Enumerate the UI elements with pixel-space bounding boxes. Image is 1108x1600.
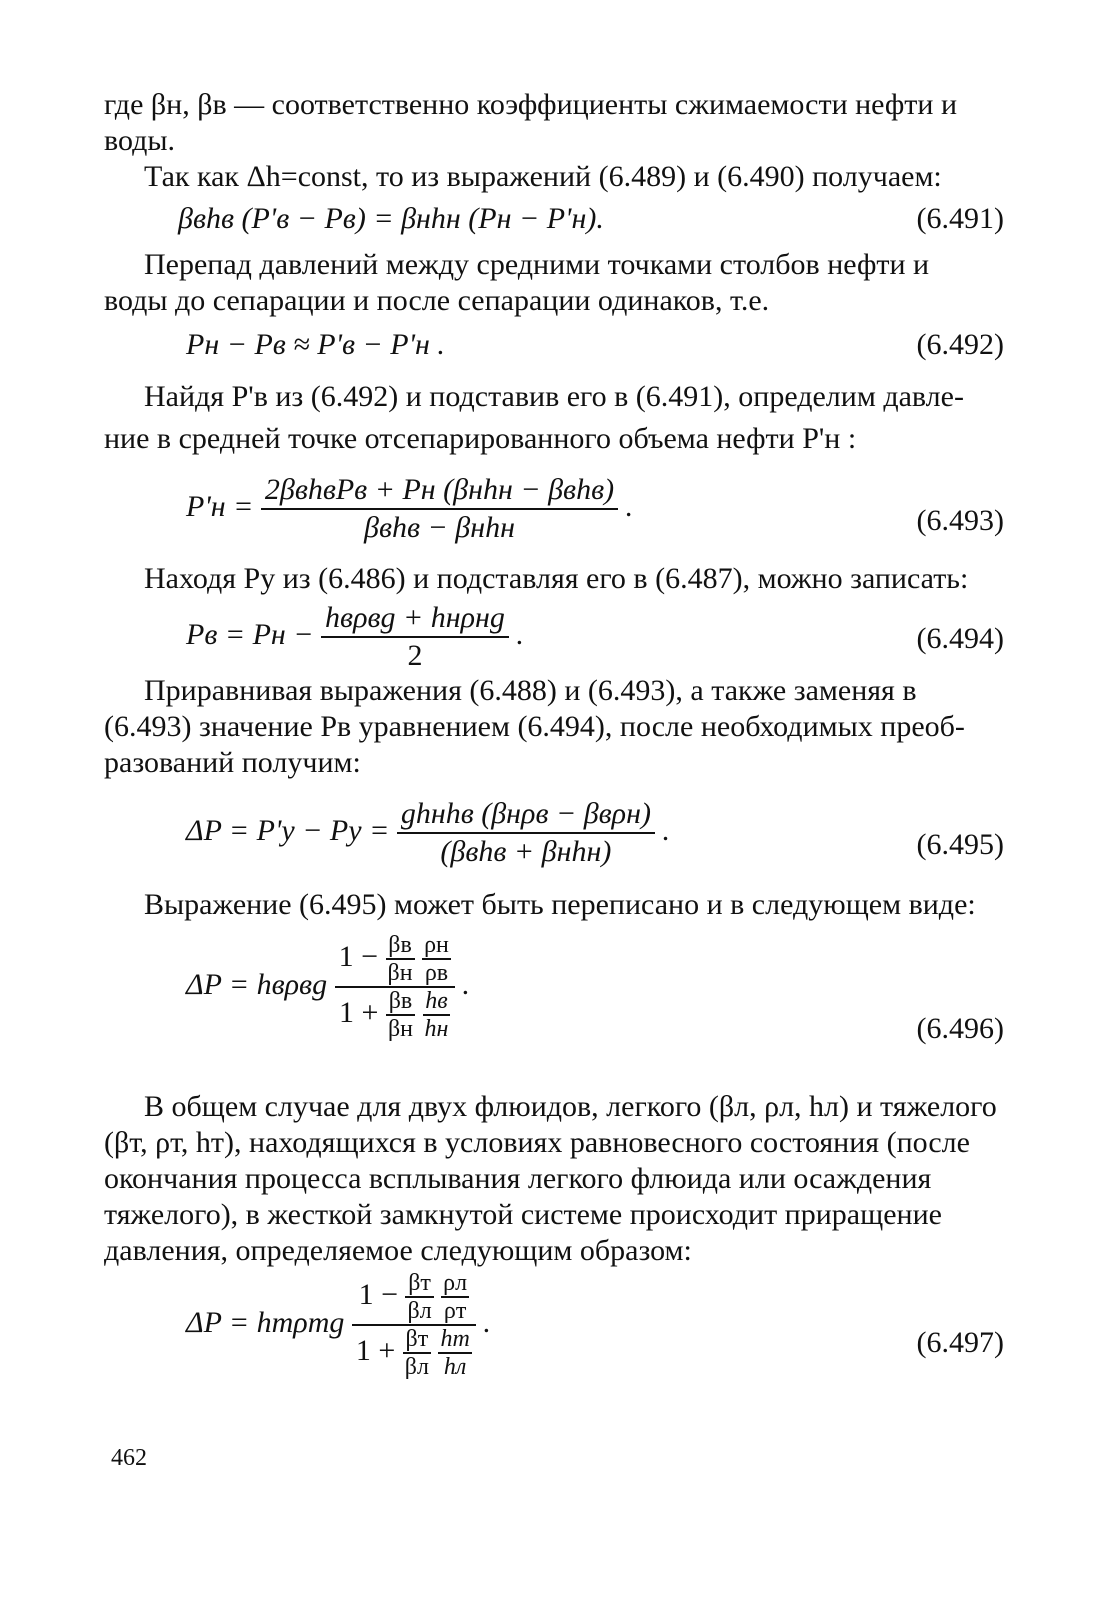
equation-number-6-496: (6.496) (916, 1012, 1004, 1045)
paragraph-const: Так как Δh=const, то из выражений (6.489) и (6.490) получаем: (144, 160, 942, 193)
eq495-tail: . (662, 813, 670, 847)
paragraph-find-line-1: Найдя P'в из (6.492) и подставив его в (6.491), определим давле- (144, 380, 964, 413)
eq497-top-frac-1 (405, 1270, 433, 1324)
eq494-numerator: hвρвg + hнρнg (325, 601, 505, 634)
equation-number-6-497: (6.497) (916, 1326, 1004, 1359)
eq493-fraction (261, 472, 618, 546)
eq494-lhs: Pв = Pн − (186, 617, 314, 651)
paragraph-rewrite: Выражение (6.495) может быть переписано и в следующем виде: (144, 888, 976, 921)
paragraph-py: Находя Pу из (6.486) и подставляя его в (6.487), можно записать: (144, 562, 969, 595)
eq497-bot-f1-num: βт (405, 1326, 429, 1352)
eq497-big-numerator (352, 1270, 476, 1324)
eq493-numerator: 2βвhвPв + Pн (βнhн − βвhв) (264, 473, 615, 506)
eq497-bot-one: 1 + (355, 1333, 396, 1367)
eq497-bot-f1-den: βл (404, 1354, 429, 1380)
eq493-lhs: P'н = (186, 489, 254, 523)
paragraph-general-line-1: В общем случае для двух флюидов, легкого (βл, ρл, hл) и тяжелого (144, 1090, 997, 1123)
eq496-top-f1-den: βн (387, 960, 413, 986)
paragraph-drop-line-1: Перепад давлений между средними точками столбов нефти и (144, 248, 930, 281)
eq494-denominator: 2 (321, 636, 509, 674)
eq496-top-frac-2 (422, 932, 451, 986)
eq496-top-f1-num: βв (388, 932, 412, 958)
paragraph-equate-line-2: (6.493) значение Pв уравнением (6.494), после необходимых преоб- (104, 710, 965, 743)
eq496-bot-frac-2 (423, 988, 451, 1042)
eq496-top-f2-den: ρв (422, 958, 451, 986)
eq493-tail: . (625, 489, 634, 523)
equation-6-496 (186, 932, 470, 1042)
equation-6-494 (186, 600, 524, 674)
eq496-lhs: ΔP = hвρвg (186, 967, 328, 1001)
equation-number-6-494: (6.494) (916, 622, 1004, 655)
eq496-bot-f2-den: hн (424, 1016, 449, 1042)
eq496-top-f2-num: ρн (424, 932, 449, 958)
equation-number-6-492: (6.492) (916, 328, 1004, 361)
eq497-bot-f2-num: hт (440, 1326, 470, 1352)
eq496-bot-frac-1 (386, 988, 415, 1042)
paragraph-general-line-2: (βт, ρт, hт), находящихся в условиях равновесного состояния (после (104, 1126, 970, 1159)
equation-6-495 (186, 796, 670, 870)
equation-6-493 (186, 472, 633, 546)
eq497-bot-f2-den: hл (438, 1352, 471, 1380)
eq496-bot-f1-num: βв (388, 988, 413, 1014)
equation-6-492: Pн − Pв ≈ P'в − P'н . (186, 328, 445, 361)
eq497-top-one: 1 − (358, 1277, 398, 1311)
eq496-top-frac-1 (386, 932, 415, 986)
eq497-top-f2-den: ρт (441, 1296, 469, 1324)
eq496-big-fraction (335, 932, 455, 1042)
eq496-bot-f2-num: hв (425, 988, 448, 1014)
eq496-bot-one: 1 + (339, 995, 379, 1029)
intro-line-1: где βн, βв — соответственно коэффициенты сжимаемости нефти и (104, 88, 958, 121)
eq497-top-f2-num: ρл (443, 1270, 468, 1296)
eq496-big-numerator (335, 932, 455, 986)
eq497-tail: . (483, 1305, 491, 1339)
paragraph-equate-line-3: разований получим: (104, 746, 361, 779)
page-number: 462 (111, 1445, 147, 1471)
eq496-tail: . (462, 967, 470, 1001)
eq497-big-fraction (352, 1270, 476, 1380)
equation-6-491: βвhв (P'в − Pв) = βнhн (Pн − P'н). (178, 202, 604, 235)
eq496-big-denominator (335, 986, 455, 1042)
equation-6-497 (186, 1270, 491, 1380)
eq497-bot-frac-2 (438, 1326, 471, 1380)
paragraph-drop-line-2: воды до сепарации и после сепарации одинаков, т.е. (104, 284, 770, 317)
eq497-top-f1-num: βт (408, 1270, 431, 1296)
paragraph-equate-line-1: Приравнивая выражения (6.488) и (6.493), а также заменяя в (144, 674, 917, 707)
equation-number-6-491: (6.491) (916, 202, 1004, 235)
eq495-denominator: (βвhв + βнhн) (397, 832, 655, 870)
eq495-numerator: ghнhв (βнρв − βвρн) (400, 797, 651, 830)
eq497-lhs: ΔP = hтρтg (186, 1305, 345, 1339)
eq496-top-one: 1 − (338, 939, 379, 973)
paragraph-general-line-4: тяжелого), в жесткой замкнутой системе происходит приращение (104, 1198, 942, 1231)
eq495-lhs: ΔP = P'у − Pу = (186, 813, 390, 847)
paragraph-general-line-3: окончания процесса всплывания легкого флюида или осаждения (104, 1162, 932, 1195)
eq494-fraction (321, 600, 509, 674)
eq497-top-frac-2 (441, 1270, 469, 1324)
eq496-bot-f1-den: βн (387, 1016, 414, 1042)
paragraph-general-line-5: давления, определяемое следующим образом: (104, 1234, 692, 1267)
eq494-tail: . (516, 617, 524, 651)
equation-number-6-495: (6.495) (916, 828, 1004, 861)
intro-line-2: воды. (104, 124, 176, 157)
eq497-bot-frac-1 (403, 1326, 431, 1380)
equation-number-6-493: (6.493) (916, 504, 1004, 537)
eq493-denominator: βвhв − βнhн (261, 508, 618, 546)
paragraph-find-line-2: ние в средней точке отсепарированного объема нефти P'н : (104, 422, 857, 455)
eq495-fraction (397, 796, 655, 870)
eq497-top-f1-den: βл (407, 1298, 432, 1324)
eq497-big-denominator (352, 1324, 476, 1380)
